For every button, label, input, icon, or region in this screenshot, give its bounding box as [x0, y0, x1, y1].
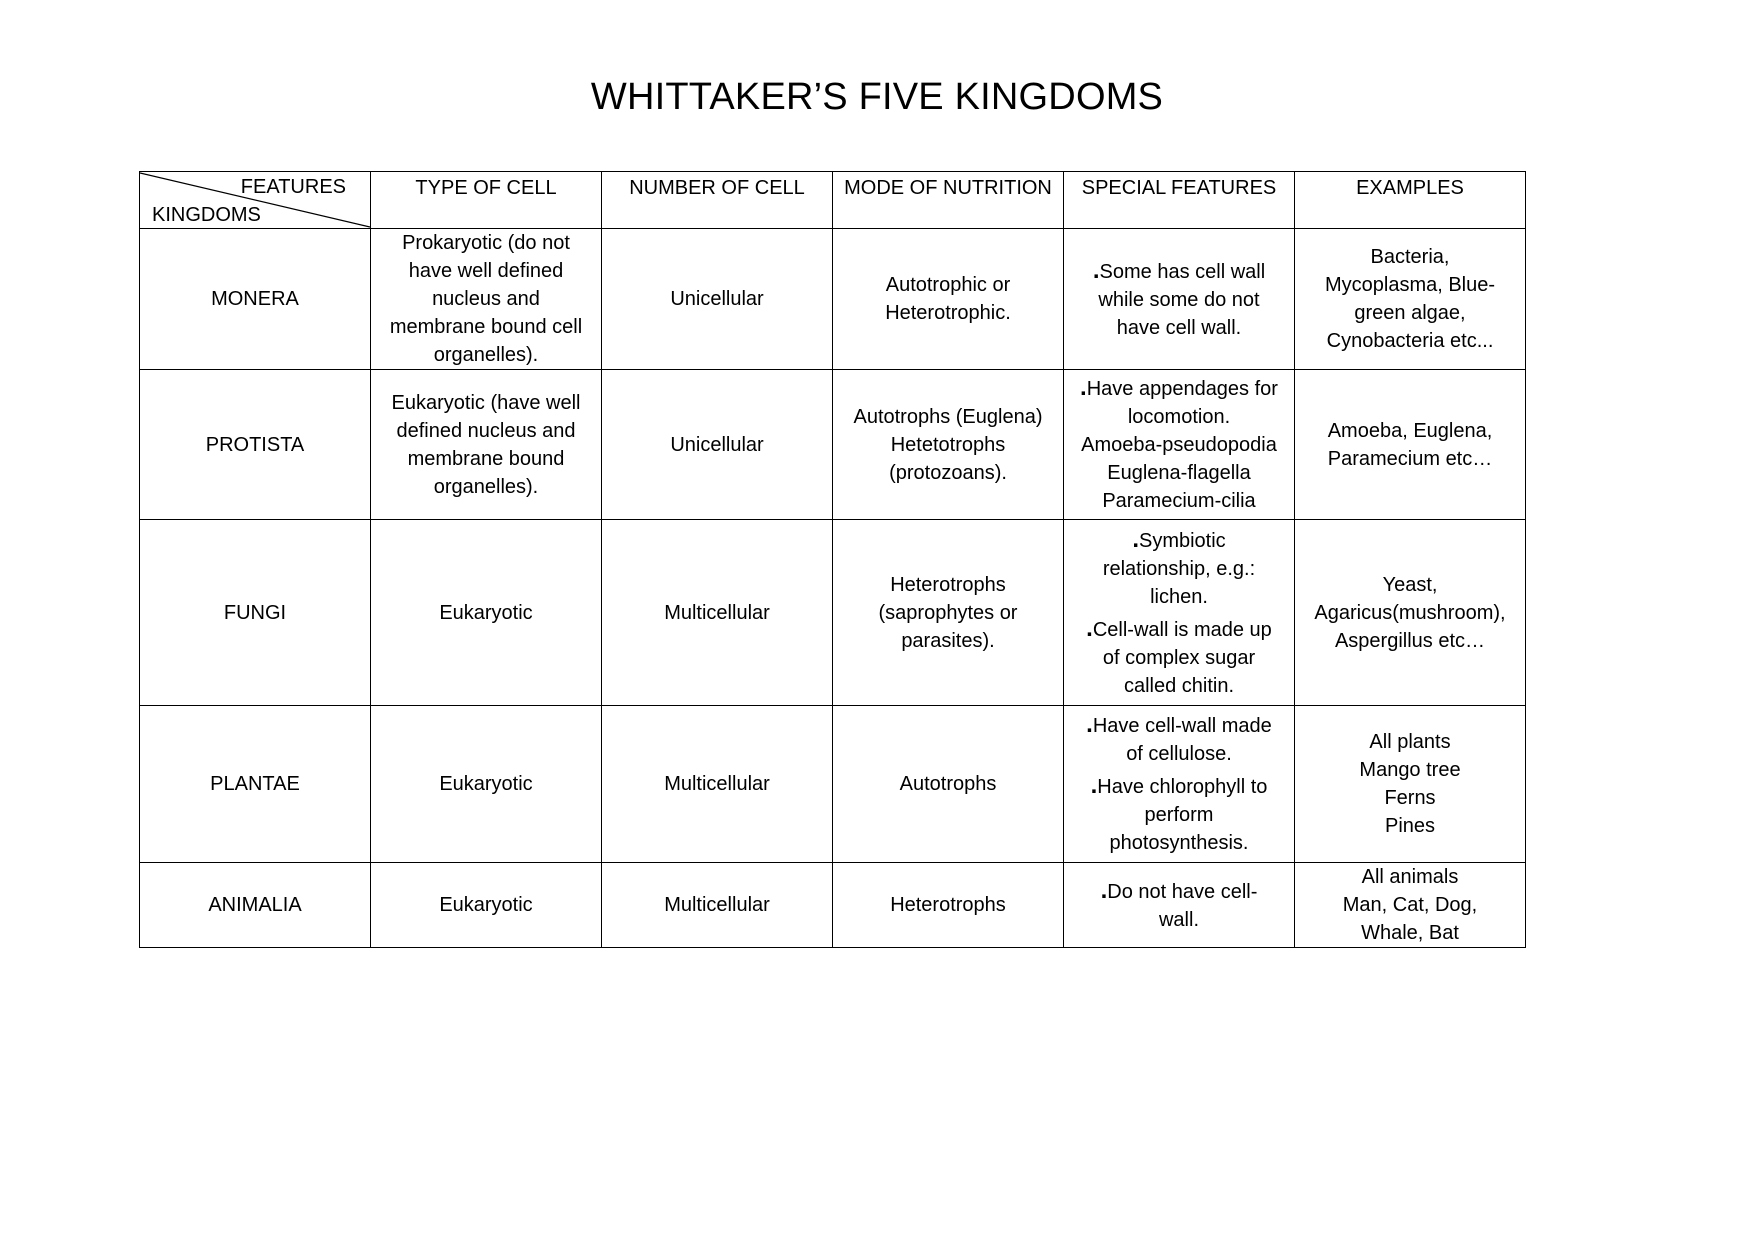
number-of-cell-cell: Unicellular — [602, 229, 833, 370]
bullet-dot: . — [1086, 711, 1093, 738]
bullet-dot: . — [1092, 256, 1100, 284]
special-features-cell: .Do not have cell- wall. — [1064, 863, 1295, 948]
header-mode-of-nutrition: MODE OF NUTRITION — [833, 172, 1064, 229]
kingdom-cell: PLANTAE — [140, 706, 371, 863]
table-row — [140, 370, 1526, 520]
kingdom-cell: MONERA — [140, 229, 371, 370]
page-title: WHITTAKER’S FIVE KINGDOMS — [590, 76, 1164, 118]
examples-cell: All animals Man, Cat, Dog, Whale, Bat — [1295, 863, 1526, 948]
kingdom-cell: PROTISTA — [140, 370, 371, 520]
bullet-dot: . — [1086, 614, 1093, 642]
type-of-cell-cell: Eukaryotic — [371, 520, 602, 706]
bullet-dot: . — [1132, 525, 1139, 553]
header-row — [140, 172, 1526, 229]
special-features-cell: .Symbiotic relationship, e.g.: lichen. .Cell-wall is made up of complex sugar called chitin. — [1064, 520, 1295, 706]
examples-cell: All plants Mango tree Ferns Pines — [1295, 706, 1526, 863]
type-of-cell-cell: Prokaryotic (do not have well defined nucleus and membrane bound cell organelles). — [371, 229, 602, 370]
bullet-dot: . — [1080, 374, 1087, 401]
mode-of-nutrition-cell: Autotrophic or Heterotrophic. — [833, 229, 1064, 370]
bullet-dot: . — [1090, 772, 1098, 799]
number-of-cell-cell: Unicellular — [602, 370, 833, 520]
type-of-cell-cell: Eukaryotic (have well defined nucleus and membrane bound organelles). — [371, 370, 602, 520]
mode-of-nutrition-cell: Heterotrophs (saprophytes or parasites). — [833, 520, 1064, 706]
header-special-features: SPECIAL FEATURES — [1064, 172, 1295, 229]
bullet-dot: . — [1100, 876, 1108, 904]
corner-kingdoms-label: KINGDOMS — [152, 204, 261, 226]
number-of-cell-cell: Multicellular — [602, 706, 833, 863]
header-number-of-cell: NUMBER OF CELL — [602, 172, 833, 229]
type-of-cell-cell: Eukaryotic — [371, 706, 602, 863]
special-features-cell: .Have appendages for locomotion. Amoeba-pseudopodia Euglena-flagella Paramecium-cilia — [1064, 370, 1295, 520]
number-of-cell-cell: Multicellular — [602, 863, 833, 948]
mode-of-nutrition-cell: Autotrophs — [833, 706, 1064, 863]
corner-header-cell — [140, 172, 371, 229]
kingdom-cell: ANIMALIA — [140, 863, 371, 948]
kingdom-cell: FUNGI — [140, 520, 371, 706]
header-type-of-cell: TYPE OF CELL — [371, 172, 602, 229]
examples-cell: Yeast, Agaricus(mushroom), Aspergillus etc… — [1295, 520, 1526, 706]
kingdoms-table — [139, 171, 1526, 948]
table-row — [140, 863, 1526, 948]
examples-cell: Amoeba, Euglena, Paramecium etc… — [1295, 370, 1526, 520]
table-row — [140, 229, 1526, 370]
header-examples: EXAMPLES — [1295, 172, 1526, 229]
examples-cell: Bacteria, Mycoplasma, Blue- green algae, Cynobacteria etc... — [1295, 229, 1526, 370]
type-of-cell-cell: Eukaryotic — [371, 863, 602, 948]
number-of-cell-cell: Multicellular — [602, 520, 833, 706]
mode-of-nutrition-cell: Autotrophs (Euglena) Hetetotrophs (protozoans). — [833, 370, 1064, 520]
mode-of-nutrition-cell: Heterotrophs — [833, 863, 1064, 948]
table-row — [140, 520, 1526, 706]
special-features-cell: .Some has cell wall while some do not have cell wall. — [1064, 229, 1295, 370]
special-features-cell: .Have cell-wall made of cellulose. .Have chlorophyll to perform photosynthesis. — [1064, 706, 1295, 863]
corner-features-label: FEATURES — [240, 176, 346, 198]
table-row — [140, 706, 1526, 863]
